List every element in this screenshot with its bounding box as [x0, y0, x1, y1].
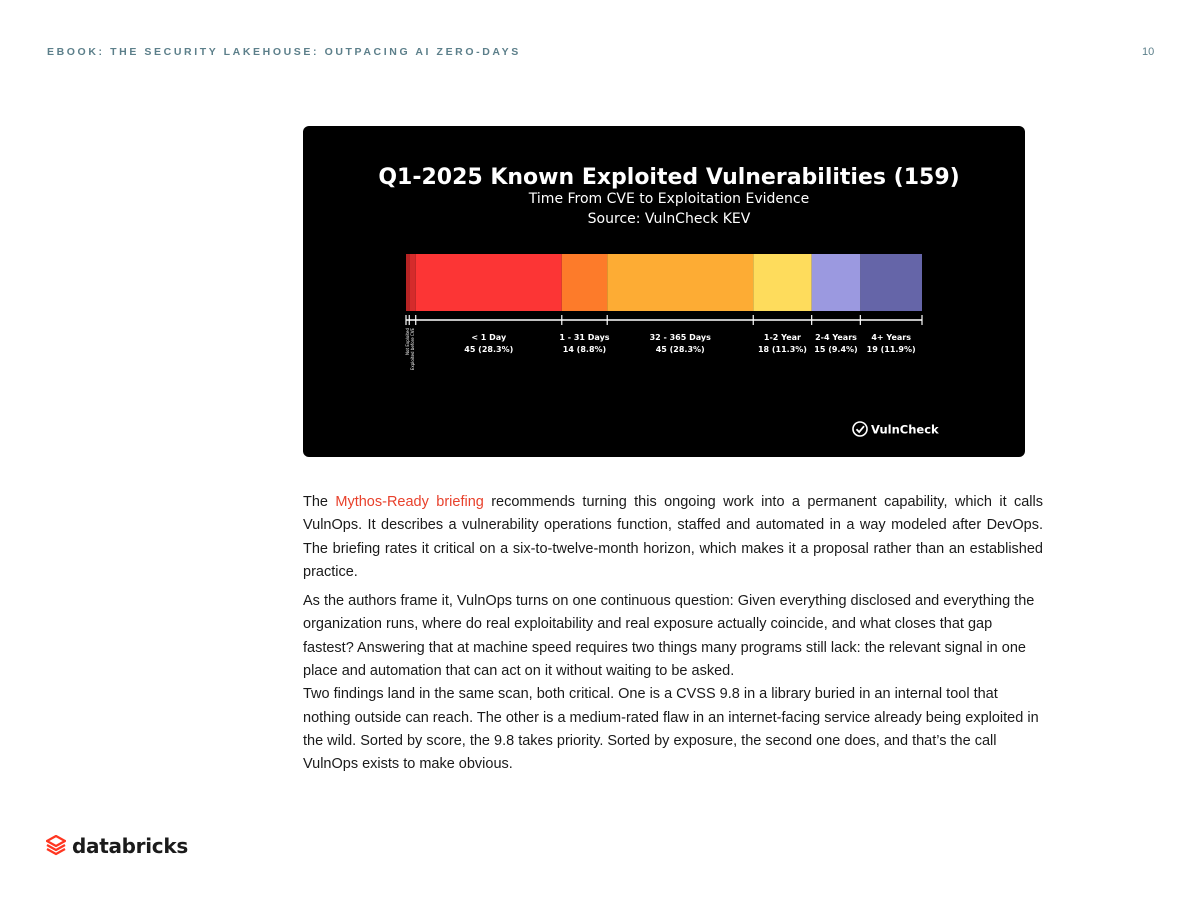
chart-bar-segment — [409, 254, 415, 311]
paragraph-2: As the authors frame it, VulnOps turns on one continuous question: Given everything disclosed and everything the organization runs, where do real exploitability and real exposure actually coincide, and what closes that gap fastest? Answering that at machine speed requires two things many programs still lack: the relevant signal in one place and automation that can act on it without waiting to be asked. — [303, 593, 1035, 680]
chart-bar-segment — [607, 254, 753, 311]
chart-value-label: 19 (11.9%) — [866, 345, 916, 354]
chart-category-label: 1 - 31 Days — [559, 333, 610, 342]
header-title: EBOOK: THE SECURITY LAKEHOUSE: OUTPACING AI ZERO-DAYS — [47, 46, 521, 58]
databricks-icon — [46, 835, 66, 857]
kev-chart — [303, 126, 1025, 457]
chart-figure — [303, 126, 1025, 457]
chart-bar-segment — [416, 254, 562, 311]
chart-category-label: 32 - 365 Days — [649, 333, 711, 342]
chart-value-label: 18 (11.3%) — [757, 345, 807, 354]
paragraph-1-lead: The — [303, 494, 336, 510]
databricks-logo — [46, 834, 188, 858]
chart-value-label: 15 (9.4%) — [814, 345, 858, 354]
paragraph-1 — [303, 491, 1043, 584]
vulncheck-brand: VulnCheck — [871, 422, 939, 437]
page-number: 10 — [1142, 46, 1155, 58]
databricks-wordmark: databricks — [72, 834, 188, 858]
mythos-briefing-link[interactable]: Mythos-Ready briefing — [335, 494, 484, 510]
chart-bar-segment — [860, 254, 922, 311]
chart-bar-segment — [406, 254, 409, 311]
body-text — [303, 491, 1043, 777]
chart-value-label: 45 (28.3%) — [655, 345, 705, 354]
chart-source: Source: VulnCheck KEV — [587, 211, 751, 227]
chart-value-label: 14 (8.8%) — [562, 345, 607, 354]
chart-category-label: 4+ Years — [871, 333, 911, 342]
chart-category-label: 1-2 Year — [763, 333, 801, 342]
chart-category-label: Exploited before CVE — [409, 328, 415, 371]
chart-title: Q1-2025 Known Exploited Vulnerabilities (159) — [378, 165, 960, 190]
vulncheck-check-icon — [853, 422, 867, 436]
paragraph-3: Two findings land in the same scan, both critical. One is a CVSS 9.8 in a library buried in an internal tool that nothing outside can reach. The other is a medium-rated flaw in an internet-facing service already being exploited in the wild. Sorted by score, the 9.8 takes priority. Sorted by exposure, the second one does, and that’s the call VulnOps exists to make obvious. — [303, 686, 1039, 773]
vulncheck-logo — [853, 422, 939, 437]
chart-category-label: 2-4 Years — [815, 333, 857, 342]
chart-bar-segment — [562, 254, 607, 311]
chart-subtitle: Time From CVE to Exploitation Evidence — [528, 191, 810, 207]
paragraph-1-rest: recommends turning this ongoing work into a permanent capability, which it calls VulnOps. It describes a vulnerability operations function, staffed and automated in a way modeled after DevOps. The briefing rates it critical on a six-to-twelve-month horizon, which makes it a proposal rather than an established practice. — [303, 494, 1043, 580]
chart-bar-segment — [812, 254, 861, 311]
chart-value-label: 45 (28.3%) — [464, 345, 514, 354]
chart-category-label: Not Exploited — [405, 328, 411, 355]
chart-category-label: < 1 Day — [471, 333, 507, 342]
chart-bar-segment — [753, 254, 811, 311]
